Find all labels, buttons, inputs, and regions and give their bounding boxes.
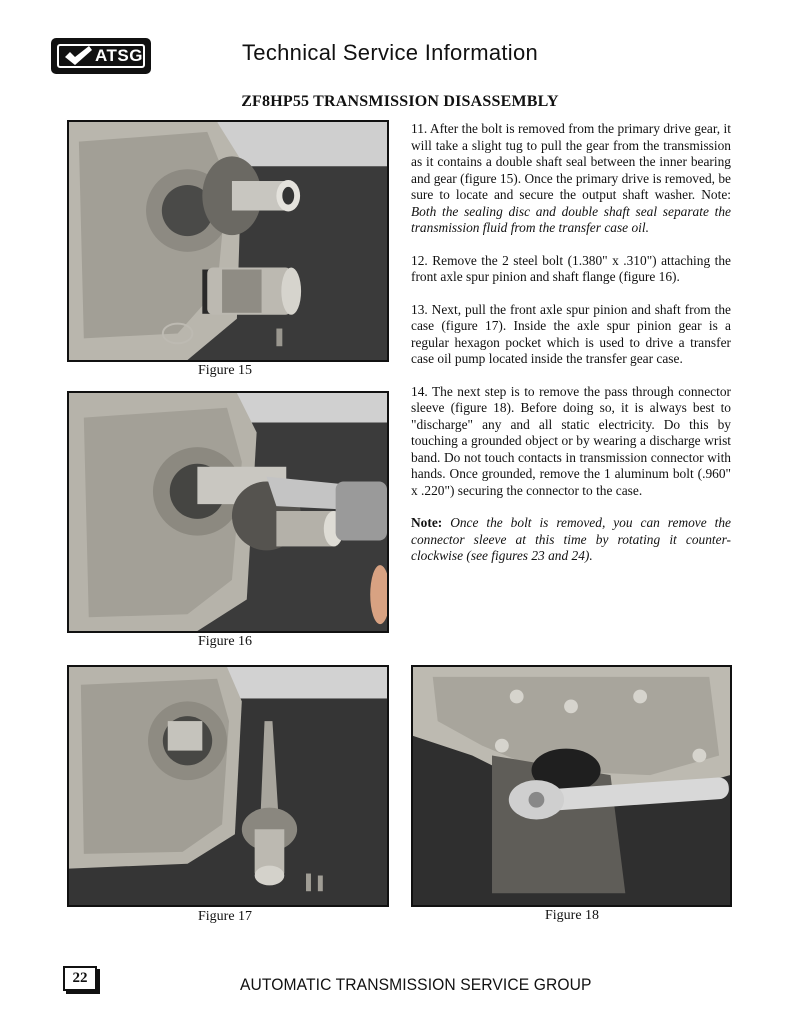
step-12: 12. Remove the 2 steel bolt (1.380" x .310") attaching the front axle spur pinion and shaft flange (figure 16). [411, 252, 731, 284]
figure-16-photo [67, 391, 389, 633]
footer-org: AUTOMATIC TRANSMISSION SERVICE GROUP [240, 975, 592, 994]
checkmark-icon [63, 45, 93, 67]
figure-17-caption: Figure 17 [198, 909, 253, 924]
figure-18-photo [411, 665, 732, 907]
step-11: 11. After the bolt is removed from the primary drive gear, it will take a slight tug to pull the gear from the transmission as it contains a double shaft seal between the inner bearing and gear (figure 15). Once the primary drive is removed, be sure to locate and secure the output shaft washer. Note: Both the sealing disc and double shaft seal separate the transmission fluid from the transfer case oil. [411, 121, 731, 235]
section-title: ZF8HP55 TRANSMISSION DISASSEMBLY [241, 93, 559, 110]
figure-16-caption: Figure 16 [198, 634, 253, 649]
step-14: 14. The next step is to remove the pass through connector sleeve (figure 18). Before doing so, it is always best to "discharge" any and all static electricity. Do this by touching a grounded object or by wearing a discharge wrist band. Do not touch contacts in transmission connector with hands. Once grounded, remove the 1 aluminum bolt (.960" x .220") securing the connector to the case. [411, 383, 731, 498]
page-number: 22 [63, 966, 97, 991]
atsg-logo [51, 38, 151, 74]
instructions-text [411, 121, 731, 581]
header-title: Technical Service Information [242, 40, 539, 65]
note: Note: Once the bolt is removed, you can remove the connector sleeve at this time by rotating it counter-clockwise (see figures 23 and 24). [411, 515, 731, 563]
logo-text: ATSG [95, 46, 143, 65]
figure-18-caption: Figure 18 [545, 908, 600, 923]
figure-17-photo [67, 665, 389, 907]
step-13: 13. Next, pull the front axle spur pinion and shaft from the case (figure 17). Inside the axle spur pinion gear is a regular hexagon pocket which is used to drive a transfer case oil pump located inside the transfer gear case. [411, 301, 731, 366]
figure-15-photo [67, 120, 389, 362]
figure-15-caption: Figure 15 [198, 363, 253, 378]
